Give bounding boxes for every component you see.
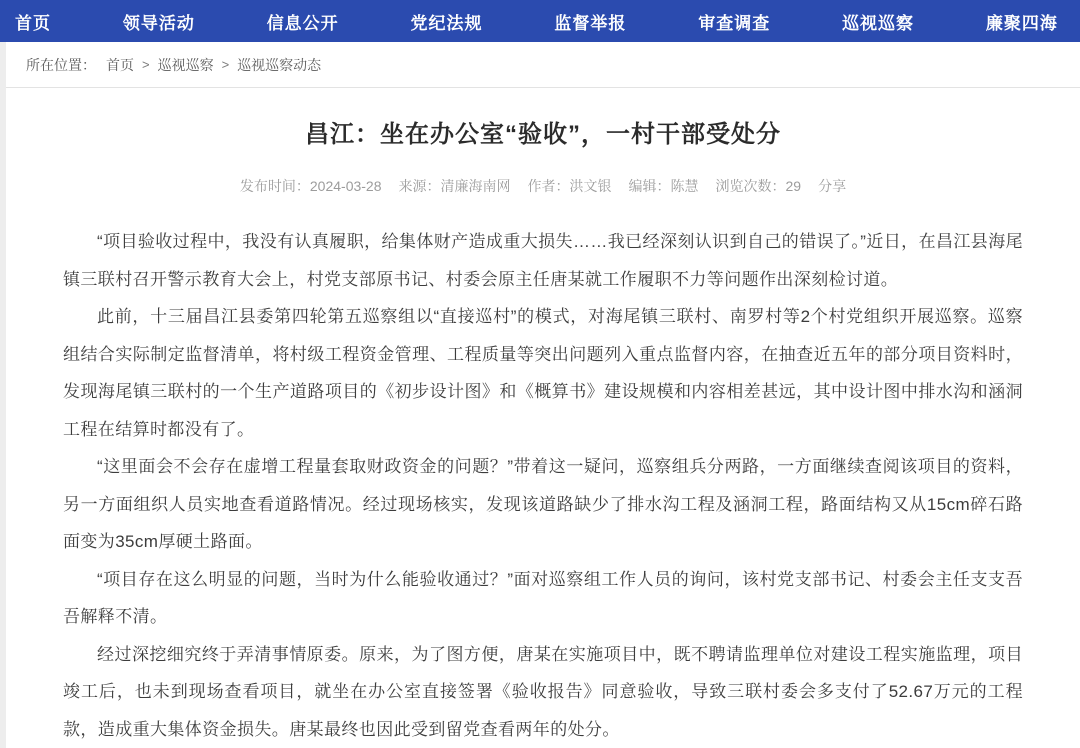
nav-item-review-investigation[interactable]: 审查调查 xyxy=(698,13,771,33)
article-paragraph: “项目验收过程中，我没有认真履职，给集体财产造成重大损失……我已经深刻认识到自己的错误了。”近日，在昌江县海尾镇三联村召开警示教育大会上，村党支部原书记、村委会原主任唐某就工作履职不力等问题作出深刻检讨道。 xyxy=(63,232,1023,289)
meta-view-count: 浏览次数：29 xyxy=(715,178,802,194)
breadcrumb-separator: > xyxy=(142,57,150,72)
article-meta xyxy=(63,176,1023,196)
nav-item-supervision-report[interactable]: 监督举报 xyxy=(554,13,627,33)
breadcrumb-link-home[interactable]: 首页 xyxy=(106,56,134,73)
breadcrumb-separator: > xyxy=(221,57,230,72)
article-body xyxy=(63,223,1023,748)
breadcrumb-label: 所在位置： xyxy=(26,56,96,73)
meta-source: 来源：清廉海南网 xyxy=(398,178,511,194)
meta-editor: 编辑：陈慧 xyxy=(628,178,699,194)
nav-item-lianju-sihai[interactable]: 廉聚四海 xyxy=(985,13,1058,33)
breadcrumb xyxy=(6,42,1080,88)
article-paragraph: 经过深挖细究终于弄清事情原委。原来，为了图方便，唐某在实施项目中，既不聘请监理单位对建设工程实施监理，项目竣工后，也未到现场查看项目，就坐在办公室直接签署《验收报告》同意验收，导致三联村委会多支付了52.67万元的工程款，造成重大集体资金损失。唐某最终也因此受到留党查看两年的处分。 xyxy=(63,644,1023,739)
article xyxy=(6,119,1080,748)
article-paragraph: “这里面会不会存在虚增工程量套取财政资金的问题？”带着这一疑问，巡察组兵分两路，一方面继续查阅该项目的资料，另一方面组织人员实地查看道路情况。经过现场核实，发现该道路缺少了排水沟工程及涵洞工程，路面结构又从15cm碎石路面变为35cm厚硬土路面。 xyxy=(63,457,1023,551)
nav-item-party-regulations[interactable]: 党纪法规 xyxy=(410,13,483,33)
article-title: 昌江：坐在办公室“验收”，一村干部受处分 xyxy=(305,121,781,148)
breadcrumb-link-inspection-news[interactable]: 巡视巡察动态 xyxy=(237,56,322,73)
top-nav xyxy=(0,0,1080,42)
share-button[interactable]: 分享 xyxy=(818,178,847,194)
nav-item-leader-activities[interactable]: 领导活动 xyxy=(122,13,195,33)
article-paragraph: “项目存在这么明显的问题，当时为什么能验收通过？”面对巡察组工作人员的询问，该村党支部书记、村委会主任支支吾吾解释不清。 xyxy=(63,569,1023,626)
nav-item-home[interactable]: 首页 xyxy=(15,13,51,33)
nav-item-inspection-tour[interactable]: 巡视巡察 xyxy=(842,13,915,33)
content-card xyxy=(6,42,1080,748)
nav-item-info-disclosure[interactable]: 信息公开 xyxy=(266,13,339,33)
meta-author: 作者：洪文银 xyxy=(527,178,612,194)
meta-publish-time: 发布时间：2024-03-28 xyxy=(239,178,382,194)
article-paragraph: 此前，十三届昌江县委第四轮第五巡察组以“直接巡村”的模式，对海尾镇三联村、南罗村等2个村党组织开展巡察。巡察组结合实际制定监督清单，将村级工程资金管理、工程质量等突出问题列入重点监督内容，在抽查近五年的部分项目资料时，发现海尾镇三联村的一个生产道路项目的《初步设计图》和《概算书》建设规模和内容相差甚远，其中设计图中排水沟和涵洞工程在结算时都没有了。 xyxy=(63,307,1023,439)
breadcrumb-link-inspection[interactable]: 巡视巡察 xyxy=(157,56,214,73)
